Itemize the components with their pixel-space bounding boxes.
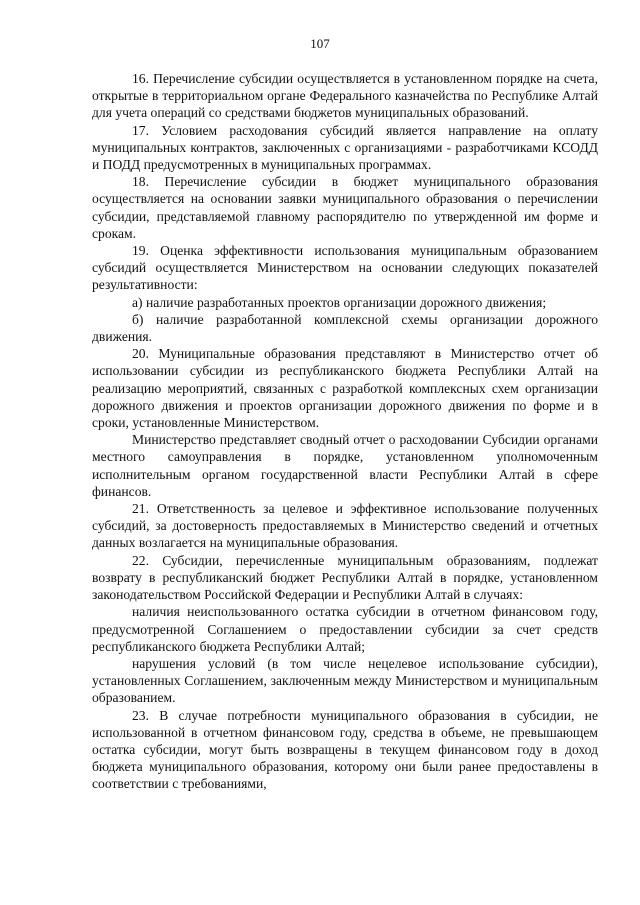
paragraph-19: 19. Оценка эффективности использования муниципальным образованием субсидий осуществляется Министерством на основании следующих показателей результативности:	[92, 243, 598, 293]
document-body	[92, 70, 598, 793]
paragraph-22: 22. Субсидии, перечисленные муниципальным образованиям, подлежат возврату в республиканский бюджет Республики Алтай в порядке, установленном законодательством Российской Федерации и Республики Алтай в случаях:	[92, 552, 598, 603]
paragraph-20: 20. Муниципальные образования представляют в Министерство отчет об использовании субсидии из республиканского бюджета Республики Алтай на реализацию мероприятий, связанных с разработкой комплексных схем организации дорожного движения и проектов организации дорожного движения по форме и в сроки, установленные Министерством.	[92, 346, 598, 431]
case-violation: нарушения условий (в том числе нецелевое использование субсидии), установленных Соглашением, заключенным между Министерством и муниципальным образованием.	[92, 655, 598, 706]
paragraph-23: 23. В случае потребности муниципального образования в субсидии, не использованной в отчетном финансовом году, средства в объеме, не превышающем остатка субсидии, могут быть возвращены в текущем финансовом году в доход бюджета муниципального образования, которому они были ранее предоставлены в соответствии с требованиями,	[92, 707, 598, 792]
list-item-b: б) наличие разработанной комплексной схемы организации дорожного движения.	[92, 311, 598, 345]
paragraph-17: 17. Условием расходования субсидий является направление на оплату муниципальных контрактов, заключенных с организациями - разработчиками КСОДД и ПОДД предусмотренных в муниципальных программах.	[92, 122, 598, 173]
case-unused-balance: наличия неиспользованного остатка субсидии в отчетном финансовом году, предусмотренной Соглашением о предоставлении субсидии за счет средств республиканского бюджета Республики Алтай;	[92, 604, 598, 654]
paragraph-18: 18. Перечисление субсидии в бюджет муниципального образования осуществляется на основании заявки муниципального образования о перечислении субсидии, представляемой главному распорядителю по утвержденной им форме и срокам.	[92, 174, 598, 241]
paragraph-ministry-report: Министерство представляет сводный отчет о расходовании Субсидии органами местного самоуправления в порядке, установленном уполномоченным исполнительным органом государственной власти Республики Алтай в сфере финансов.	[92, 432, 598, 499]
paragraph-21: 21. Ответственность за целевое и эффективное использование полученных субсидий, за достоверность предоставляемых в Министерство сведений и отчетных данных возлагается на муниципальные образования.	[92, 501, 598, 551]
paragraph-16: 16. Перечисление субсидии осуществляется в установленном порядке на счета, открытые в территориальном органе Федерального казначейства по Республике Алтай для учета операций со средствами бюджетов муниципальных образований.	[92, 71, 598, 121]
list-item-a: а) наличие разработанных проектов организации дорожного движения;	[132, 294, 547, 310]
page-number: 107	[310, 36, 330, 51]
